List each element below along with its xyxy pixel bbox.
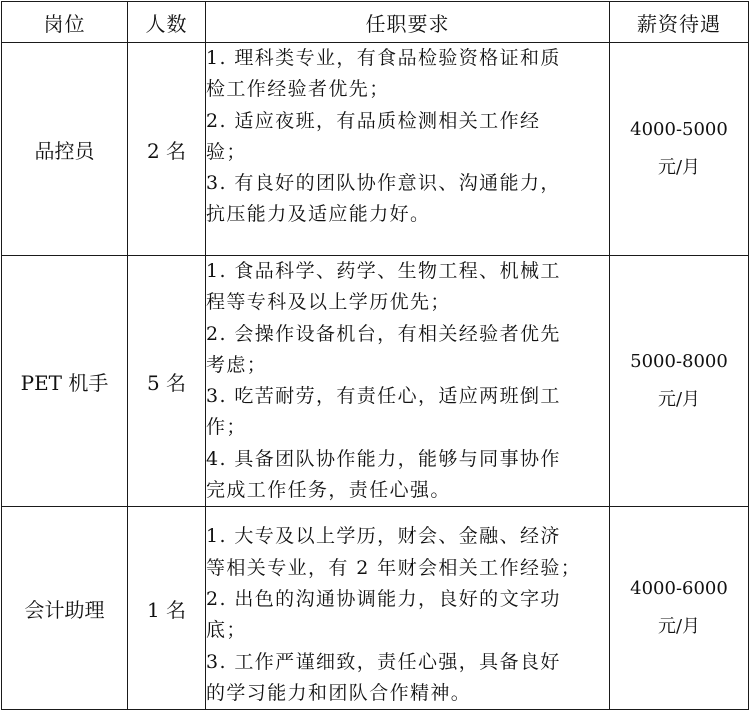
header-count: 人数 [128, 2, 206, 43]
requirements-cell [206, 256, 610, 507]
position-cell: PET 机手 [2, 256, 128, 507]
table-row [2, 43, 749, 256]
salary-unit: 元/月 [657, 616, 701, 638]
table-row [2, 256, 749, 507]
header-position: 岗位 [2, 2, 128, 43]
job-requirements-table [1, 1, 749, 710]
requirement-line: 抗压能力及适应能力好。 [206, 203, 431, 226]
requirement-line: 2. 适应夜班，有品质检测相关工作经 [206, 109, 541, 132]
salary-range: 4000-6000 [630, 578, 728, 600]
count-cell: 5 名 [128, 256, 206, 507]
table-row [2, 507, 749, 710]
salary-cell [610, 507, 749, 710]
requirement-line: 程等专科及以上学历优先； [206, 291, 451, 314]
requirement-line: 检工作经验者优先； [206, 78, 390, 101]
table-header-row [2, 2, 749, 43]
salary-range: 5000-8000 [630, 351, 728, 373]
position-cell: 品控员 [2, 43, 128, 256]
requirement-line: 验； [206, 140, 247, 163]
requirement-line: 底； [206, 619, 247, 642]
requirement-line: 1. 大专及以上学历，财会、金融、经济 [206, 525, 561, 548]
requirements-cell [206, 43, 610, 256]
salary-range: 4000-5000 [630, 119, 728, 140]
requirement-line: 作； [206, 416, 247, 439]
requirement-line: 3. 有良好的团队协作意识、沟通能力， [206, 172, 561, 195]
requirement-line: 完成工作任务，责任心强。 [206, 479, 451, 502]
header-requirements: 任职要求 [206, 2, 610, 43]
position-cell: 会计助理 [2, 507, 128, 710]
count-cell: 2 名 [128, 43, 206, 256]
header-salary: 薪资待遇 [610, 2, 749, 43]
requirement-line: 考虑； [206, 353, 268, 376]
salary-unit: 元/月 [657, 157, 701, 178]
requirement-line: 等相关专业，有 2 年财会相关工作经验； [206, 556, 582, 579]
requirement-line: 3. 工作严谨细致，责任心强，具备良好 [206, 650, 561, 673]
requirement-line: 2. 出色的沟通协调能力，良好的文字功 [206, 587, 561, 610]
count-cell: 1 名 [128, 507, 206, 710]
salary-unit: 元/月 [657, 389, 701, 411]
salary-cell [610, 256, 749, 507]
salary-cell [610, 43, 749, 256]
requirements-cell [206, 507, 610, 710]
requirement-line: 3. 吃苦耐劳，有责任心，适应两班倒工 [206, 385, 561, 408]
requirement-line: 2. 会操作设备机台，有相关经验者优先 [206, 322, 561, 345]
requirement-line: 4. 具备团队协作能力，能够与同事协作 [206, 447, 561, 470]
requirement-line: 的学习能力和团队合作精神。 [206, 681, 472, 704]
requirement-line: 1. 食品科学、药学、生物工程、机械工 [206, 260, 561, 282]
requirement-line: 1. 理科类专业，有食品检验资格证和质 [206, 47, 561, 69]
